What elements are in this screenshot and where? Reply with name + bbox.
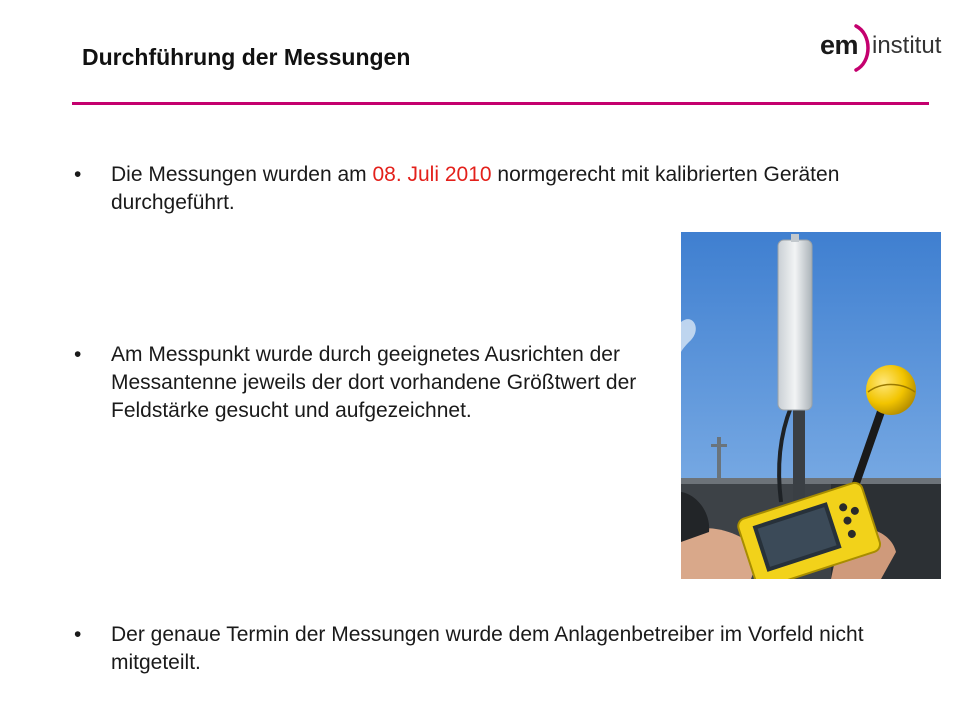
measurement-photo-illustration xyxy=(681,232,941,579)
bullet-symbol: • xyxy=(74,343,82,366)
measurement-photo xyxy=(681,232,941,579)
bullet-item-1 xyxy=(74,161,934,217)
title-divider xyxy=(72,102,929,105)
slide-title: Durchführung der Messungen xyxy=(82,44,411,70)
bullet-symbol: • xyxy=(74,623,82,646)
bullet-item-2 xyxy=(74,341,674,425)
logo-institut-text: institut xyxy=(872,32,942,59)
bullet-symbol: • xyxy=(74,163,82,186)
logo-arc-icon xyxy=(850,24,874,74)
bullet-text-before: Die Messungen wurden am xyxy=(111,163,373,186)
measurement-date: 08. Juli 2010 xyxy=(372,163,492,186)
bullet-text-after: normgerecht mit kalibrierten Geräten durchgeführt. xyxy=(111,163,840,214)
bullet-text: Der genaue Termin der Messungen wurde dem Anlagenbetreiber im Vorfeld nicht mitgeteilt. xyxy=(111,623,864,674)
bullet-text: Am Messpunkt wurde durch geeignetes Ausrichten der Messantenne jeweils der dort vorhandene Größtwert der Feldstärke gesucht und aufgezeichnet. xyxy=(111,343,637,422)
bullet-text xyxy=(111,161,934,217)
logo-em-text: em xyxy=(820,30,859,60)
bullet-item-3 xyxy=(74,621,934,677)
em-institut-logo xyxy=(818,24,942,74)
